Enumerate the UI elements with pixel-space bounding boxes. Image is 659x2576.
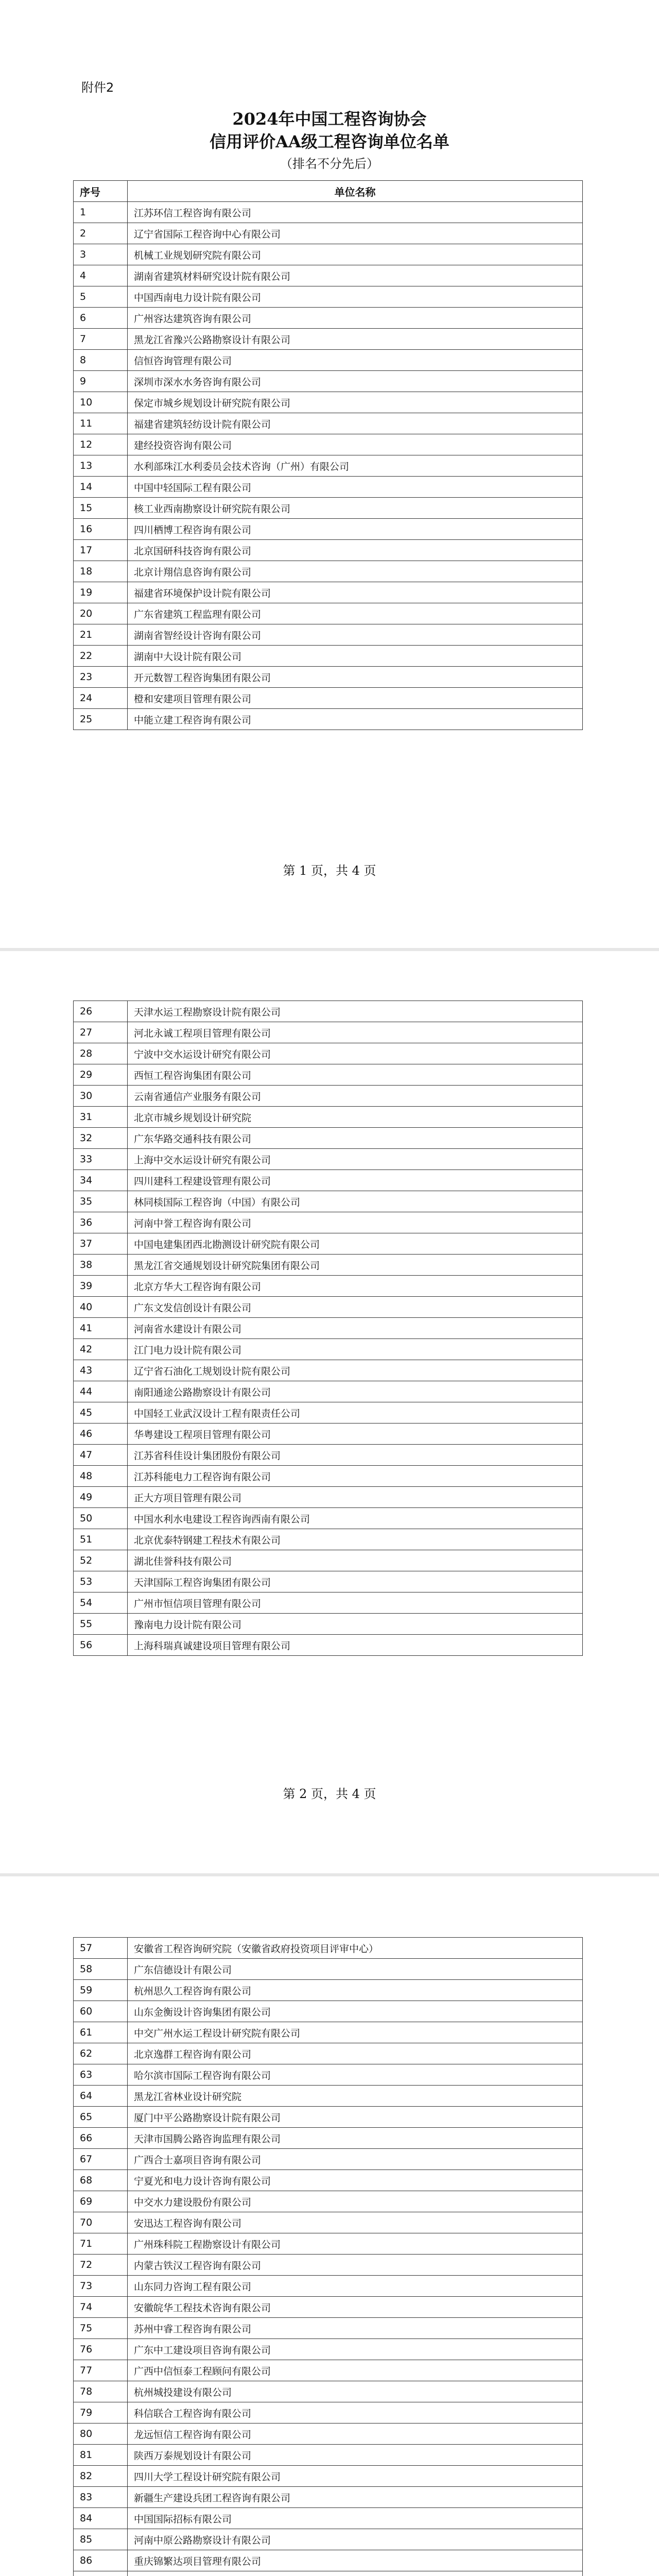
row-unit-name: 湖南省智经设计咨询有限公司 bbox=[128, 624, 583, 646]
row-seq: 23 bbox=[74, 667, 128, 688]
table-row bbox=[74, 2212, 583, 2233]
table-row bbox=[74, 2043, 583, 2064]
row-unit-name: 河北永诚工程项目管理有限公司 bbox=[128, 1022, 583, 1043]
row-unit-name: 广西中信恒泰工程顾问有限公司 bbox=[128, 2360, 583, 2381]
row-seq: 30 bbox=[74, 1086, 128, 1107]
row-unit-name: 四川大学工程设计研究院有限公司 bbox=[128, 2466, 583, 2487]
row-seq: 5 bbox=[74, 286, 128, 308]
table-row bbox=[74, 1381, 583, 1402]
table-row bbox=[74, 688, 583, 709]
table-row bbox=[74, 646, 583, 667]
row-seq: 77 bbox=[74, 2360, 128, 2381]
row-unit-name: 广州市恒信项目管理有限公司 bbox=[128, 1592, 583, 1614]
row-seq: 32 bbox=[74, 1128, 128, 1149]
row-seq: 12 bbox=[74, 434, 128, 455]
row-unit-name: 林同棪国际工程咨询（中国）有限公司 bbox=[128, 1191, 583, 1212]
row-seq: 31 bbox=[74, 1107, 128, 1128]
table-row bbox=[74, 329, 583, 350]
row-seq: 71 bbox=[74, 2233, 128, 2255]
row-unit-name: 上海中交水运设计研究有限公司 bbox=[128, 1149, 583, 1170]
row-seq: 56 bbox=[74, 1635, 128, 1656]
row-seq: 9 bbox=[74, 371, 128, 392]
row-unit-name: 山东金衡设计咨询集团有限公司 bbox=[128, 2001, 583, 2022]
table-row bbox=[74, 1938, 583, 1959]
row-seq: 16 bbox=[74, 519, 128, 540]
table-row bbox=[74, 2529, 583, 2550]
row-seq: 78 bbox=[74, 2381, 128, 2402]
row-seq: 79 bbox=[74, 2402, 128, 2424]
row-unit-name: 科信联合工程咨询有限公司 bbox=[128, 2402, 583, 2424]
table-row bbox=[74, 667, 583, 688]
table-row bbox=[74, 603, 583, 624]
row-unit-name: 广州容达建筑咨询有限公司 bbox=[128, 308, 583, 329]
row-unit-name: 苏州中睿工程咨询有限公司 bbox=[128, 2318, 583, 2339]
table-row bbox=[74, 2276, 583, 2297]
row-seq: 73 bbox=[74, 2276, 128, 2297]
row-unit-name: 核工业西南勘察设计研究院有限公司 bbox=[128, 498, 583, 519]
table-row bbox=[74, 392, 583, 413]
row-unit-name: 安徽皖华工程技术咨询有限公司 bbox=[128, 2297, 583, 2318]
table-row bbox=[74, 709, 583, 730]
row-seq: 7 bbox=[74, 329, 128, 350]
table-row bbox=[74, 2466, 583, 2487]
row-unit-name: 河南省水建设计有限公司 bbox=[128, 1318, 583, 1339]
table-row bbox=[74, 2508, 583, 2529]
row-unit-name: 南阳通途公路勘察设计有限公司 bbox=[128, 1381, 583, 1402]
table-row bbox=[74, 540, 583, 561]
row-unit-name: 杭州思久工程咨询有限公司 bbox=[128, 1980, 583, 2001]
row-seq: 63 bbox=[74, 2064, 128, 2086]
row-unit-name: 江苏环信工程咨询有限公司 bbox=[128, 202, 583, 223]
document-title-line1: 2024年中国工程咨询协会 bbox=[232, 109, 427, 129]
row-unit-name: 安徽省工程咨询研究院（安徽省政府投资项目评审中心） bbox=[128, 1938, 583, 1959]
table-row bbox=[74, 1959, 583, 1980]
row-seq: 75 bbox=[74, 2318, 128, 2339]
row-seq: 67 bbox=[74, 2149, 128, 2170]
row-unit-name: 河南中原公路勘察设计有限公司 bbox=[128, 2529, 583, 2550]
row-seq: 69 bbox=[74, 2191, 128, 2212]
table-row bbox=[74, 413, 583, 434]
row-unit-name: 山东同力咨询工程有限公司 bbox=[128, 2276, 583, 2297]
row-unit-name: 河南中誉工程咨询有限公司 bbox=[128, 1212, 583, 1233]
row-seq: 39 bbox=[74, 1276, 128, 1297]
table-row bbox=[74, 1255, 583, 1276]
row-seq: 59 bbox=[74, 1980, 128, 2001]
table-row bbox=[74, 2424, 583, 2445]
row-seq: 33 bbox=[74, 1149, 128, 1170]
row-seq: 50 bbox=[74, 1508, 128, 1529]
table-row bbox=[74, 2170, 583, 2191]
row-seq: 10 bbox=[74, 392, 128, 413]
row-seq: 20 bbox=[74, 603, 128, 624]
row-unit-name: 天津市国腾公路咨询监理有限公司 bbox=[128, 2128, 583, 2149]
row-unit-name bbox=[128, 2571, 583, 2576]
row-unit-name: 中国水利水电建设工程咨询西南有限公司 bbox=[128, 1508, 583, 1529]
table-row bbox=[74, 1592, 583, 1614]
table-row bbox=[74, 2339, 583, 2360]
row-unit-name: 中交水力建设股份有限公司 bbox=[128, 2191, 583, 2212]
document-title-line2: 信用评价AA级工程咨询单位名单 bbox=[210, 132, 449, 151]
row-seq: 58 bbox=[74, 1959, 128, 1980]
table-row bbox=[74, 1107, 583, 1128]
row-unit-name: 陕西万泰规划设计有限公司 bbox=[128, 2445, 583, 2466]
row-unit-name: 广西合士嘉项目咨询有限公司 bbox=[128, 2149, 583, 2170]
table-row bbox=[74, 202, 583, 223]
row-unit-name: 江苏科能电力工程咨询有限公司 bbox=[128, 1466, 583, 1487]
table-row bbox=[74, 1635, 583, 1656]
table-row bbox=[74, 1297, 583, 1318]
table-row bbox=[74, 2360, 583, 2381]
table-row bbox=[74, 371, 583, 392]
row-unit-name: 广东文发信创设计有限公司 bbox=[128, 1297, 583, 1318]
row-unit-name: 北京方华大工程咨询有限公司 bbox=[128, 1276, 583, 1297]
table-row bbox=[74, 1487, 583, 1508]
row-seq: 52 bbox=[74, 1550, 128, 1571]
row-seq: 80 bbox=[74, 2424, 128, 2445]
table-row bbox=[74, 1001, 583, 1022]
table-row bbox=[74, 2402, 583, 2424]
header-seq: 序号 bbox=[74, 181, 128, 202]
row-unit-name: 黑龙江省豫兴公路勘察设计有限公司 bbox=[128, 329, 583, 350]
row-unit-name: 湖北佳誉科技有限公司 bbox=[128, 1550, 583, 1571]
page-footer-2: 第 2 页，共 4 页 bbox=[283, 1787, 376, 1801]
row-seq: 28 bbox=[74, 1043, 128, 1064]
table-row bbox=[74, 2191, 583, 2212]
row-seq: 14 bbox=[74, 477, 128, 498]
header-name: 单位名称 bbox=[128, 181, 583, 202]
row-seq: 60 bbox=[74, 2001, 128, 2022]
row-unit-name: 安迅达工程咨询有限公司 bbox=[128, 2212, 583, 2233]
table-row bbox=[74, 498, 583, 519]
table-row bbox=[74, 1233, 583, 1255]
table-row bbox=[74, 1423, 583, 1445]
row-unit-name: 建经投资咨询有限公司 bbox=[128, 434, 583, 455]
table-row bbox=[74, 1614, 583, 1635]
row-unit-name: 北京逸群工程咨询有限公司 bbox=[128, 2043, 583, 2064]
row-unit-name: 西恒工程咨询集团有限公司 bbox=[128, 1064, 583, 1086]
table-row bbox=[74, 477, 583, 498]
row-seq bbox=[74, 2571, 128, 2576]
row-unit-name: 湖南省建筑材料研究设计院有限公司 bbox=[128, 265, 583, 286]
row-seq: 86 bbox=[74, 2550, 128, 2571]
table-row bbox=[74, 2445, 583, 2466]
row-unit-name: 北京国研科技咨询有限公司 bbox=[128, 540, 583, 561]
row-seq: 82 bbox=[74, 2466, 128, 2487]
row-unit-name: 橙和安建项目管理有限公司 bbox=[128, 688, 583, 709]
row-unit-name: 中能立建工程咨询有限公司 bbox=[128, 709, 583, 730]
row-unit-name: 云南省通信产业服务有限公司 bbox=[128, 1086, 583, 1107]
table-row bbox=[74, 1529, 583, 1550]
row-unit-name: 天津国际工程咨询集团有限公司 bbox=[128, 1571, 583, 1592]
row-seq: 49 bbox=[74, 1487, 128, 1508]
page-2 bbox=[0, 951, 659, 1873]
row-unit-name: 福建省环境保护设计院有限公司 bbox=[128, 582, 583, 603]
page-1 bbox=[0, 0, 659, 948]
row-unit-name: 广州珠科院工程勘察设计有限公司 bbox=[128, 2233, 583, 2255]
row-seq: 19 bbox=[74, 582, 128, 603]
row-seq: 44 bbox=[74, 1381, 128, 1402]
row-seq: 27 bbox=[74, 1022, 128, 1043]
row-seq: 42 bbox=[74, 1339, 128, 1360]
table-row bbox=[74, 2487, 583, 2508]
row-seq: 83 bbox=[74, 2487, 128, 2508]
row-seq: 6 bbox=[74, 308, 128, 329]
table-row bbox=[74, 561, 583, 582]
row-unit-name: 上海科瑞真诚建设项目管理有限公司 bbox=[128, 1635, 583, 1656]
attachment-label: 附件2 bbox=[81, 80, 114, 95]
row-seq: 18 bbox=[74, 561, 128, 582]
row-seq: 2 bbox=[74, 223, 128, 244]
table-row bbox=[74, 1980, 583, 2001]
row-unit-name: 宁夏光和电力设计咨询有限公司 bbox=[128, 2170, 583, 2191]
table-row bbox=[74, 2255, 583, 2276]
table-row bbox=[74, 1043, 583, 1064]
row-seq: 53 bbox=[74, 1571, 128, 1592]
row-seq: 43 bbox=[74, 1360, 128, 1381]
row-seq: 51 bbox=[74, 1529, 128, 1550]
row-unit-name: 信恒咨询管理有限公司 bbox=[128, 350, 583, 371]
row-unit-name: 宁波中交水运设计研究有限公司 bbox=[128, 1043, 583, 1064]
row-seq: 37 bbox=[74, 1233, 128, 1255]
row-seq: 8 bbox=[74, 350, 128, 371]
row-unit-name: 龙远恒信工程咨询有限公司 bbox=[128, 2424, 583, 2445]
row-unit-name: 水利部珠江水利委员会技术咨询（广州）有限公司 bbox=[128, 455, 583, 477]
row-unit-name: 黑龙江省交通规划设计研究院集团有限公司 bbox=[128, 1255, 583, 1276]
row-unit-name: 哈尔滨市国际工程咨询有限公司 bbox=[128, 2064, 583, 2086]
row-seq: 74 bbox=[74, 2297, 128, 2318]
table-row bbox=[74, 582, 583, 603]
row-unit-name: 机械工业规划研究院有限公司 bbox=[128, 244, 583, 265]
document-title-note: （排名不分先后） bbox=[280, 157, 379, 171]
table-row bbox=[74, 1402, 583, 1423]
row-seq: 3 bbox=[74, 244, 128, 265]
table-row bbox=[74, 2086, 583, 2107]
row-unit-name: 广东华路交通科技有限公司 bbox=[128, 1128, 583, 1149]
table-row bbox=[74, 2064, 583, 2086]
row-unit-name: 中国国际招标有限公司 bbox=[128, 2508, 583, 2529]
row-unit-name: 新疆生产建设兵团工程咨询有限公司 bbox=[128, 2487, 583, 2508]
table-row bbox=[74, 2022, 583, 2043]
row-seq: 22 bbox=[74, 646, 128, 667]
row-seq: 57 bbox=[74, 1938, 128, 1959]
table-row bbox=[74, 1318, 583, 1339]
table-row bbox=[74, 1550, 583, 1571]
units-table-page-3 bbox=[73, 1937, 583, 2576]
row-unit-name: 深圳市深水水务咨询有限公司 bbox=[128, 371, 583, 392]
table-row bbox=[74, 1022, 583, 1043]
row-seq: 34 bbox=[74, 1170, 128, 1191]
table-row bbox=[74, 1086, 583, 1107]
row-unit-name: 杭州城投建设有限公司 bbox=[128, 2381, 583, 2402]
table-row bbox=[74, 1191, 583, 1212]
row-seq: 54 bbox=[74, 1592, 128, 1614]
table-row bbox=[74, 1149, 583, 1170]
row-seq: 47 bbox=[74, 1445, 128, 1466]
table-row bbox=[74, 1360, 583, 1381]
table-row bbox=[74, 1445, 583, 1466]
row-seq: 36 bbox=[74, 1212, 128, 1233]
row-seq: 61 bbox=[74, 2022, 128, 2043]
row-seq: 1 bbox=[74, 202, 128, 223]
units-table-page-2 bbox=[73, 1001, 583, 1656]
row-seq: 68 bbox=[74, 2170, 128, 2191]
row-unit-name: 辽宁省国际工程咨询中心有限公司 bbox=[128, 223, 583, 244]
row-unit-name: 中国中轻国际工程有限公司 bbox=[128, 477, 583, 498]
row-seq: 48 bbox=[74, 1466, 128, 1487]
table-row bbox=[74, 244, 583, 265]
row-seq: 21 bbox=[74, 624, 128, 646]
row-unit-name: 黑龙江省林业设计研究院 bbox=[128, 2086, 583, 2107]
table-row bbox=[74, 2550, 583, 2571]
table-row bbox=[74, 1276, 583, 1297]
row-seq: 26 bbox=[74, 1001, 128, 1022]
row-seq: 29 bbox=[74, 1064, 128, 1086]
row-seq: 17 bbox=[74, 540, 128, 561]
row-unit-name: 正大方项目管理有限公司 bbox=[128, 1487, 583, 1508]
row-seq: 81 bbox=[74, 2445, 128, 2466]
units-table-page-1 bbox=[73, 180, 583, 730]
row-unit-name: 内蒙古铁汉工程咨询有限公司 bbox=[128, 2255, 583, 2276]
row-seq: 55 bbox=[74, 1614, 128, 1635]
row-seq: 45 bbox=[74, 1402, 128, 1423]
row-seq: 84 bbox=[74, 2508, 128, 2529]
page-3 bbox=[0, 1876, 659, 2576]
table-row bbox=[74, 1466, 583, 1487]
row-unit-name: 福建省建筑轻纺设计院有限公司 bbox=[128, 413, 583, 434]
row-seq: 64 bbox=[74, 2086, 128, 2107]
row-unit-name: 广东中工建设项目咨询有限公司 bbox=[128, 2339, 583, 2360]
table-row bbox=[74, 2149, 583, 2170]
table-row bbox=[74, 1339, 583, 1360]
table-row bbox=[74, 2107, 583, 2128]
row-unit-name: 北京市城乡规划设计研究院 bbox=[128, 1107, 583, 1128]
table-row bbox=[74, 2381, 583, 2402]
row-unit-name: 四川栖博工程咨询有限公司 bbox=[128, 519, 583, 540]
row-seq: 41 bbox=[74, 1318, 128, 1339]
table-row bbox=[74, 2001, 583, 2022]
row-seq: 65 bbox=[74, 2107, 128, 2128]
row-unit-name: 湖南中大设计院有限公司 bbox=[128, 646, 583, 667]
row-seq: 85 bbox=[74, 2529, 128, 2550]
row-seq: 66 bbox=[74, 2128, 128, 2149]
table-row bbox=[74, 1128, 583, 1149]
table-row bbox=[74, 434, 583, 455]
row-seq: 62 bbox=[74, 2043, 128, 2064]
table-row bbox=[74, 1212, 583, 1233]
row-unit-name: 中国轻工业武汉设计工程有限责任公司 bbox=[128, 1402, 583, 1423]
row-seq: 72 bbox=[74, 2255, 128, 2276]
row-unit-name: 重庆锦繁达项目管理有限公司 bbox=[128, 2550, 583, 2571]
table-row bbox=[74, 265, 583, 286]
row-seq: 70 bbox=[74, 2212, 128, 2233]
row-seq: 24 bbox=[74, 688, 128, 709]
table-row bbox=[74, 2318, 583, 2339]
table-row bbox=[74, 223, 583, 244]
row-seq: 4 bbox=[74, 265, 128, 286]
row-unit-name: 江苏省科佳设计集团股份有限公司 bbox=[128, 1445, 583, 1466]
table-row bbox=[74, 2571, 583, 2576]
row-seq: 40 bbox=[74, 1297, 128, 1318]
row-unit-name: 北京优泰特钢建工程技术有限公司 bbox=[128, 1529, 583, 1550]
table-header-row bbox=[74, 181, 583, 202]
row-unit-name: 开元数智工程咨询集团有限公司 bbox=[128, 667, 583, 688]
page-footer-1: 第 1 页，共 4 页 bbox=[283, 863, 376, 878]
row-unit-name: 中国西南电力设计院有限公司 bbox=[128, 286, 583, 308]
row-unit-name: 四川建科工程建设管理有限公司 bbox=[128, 1170, 583, 1191]
table-row bbox=[74, 1571, 583, 1592]
row-unit-name: 华粤建设工程项目管理有限公司 bbox=[128, 1423, 583, 1445]
table-row bbox=[74, 624, 583, 646]
table-row bbox=[74, 1064, 583, 1086]
row-unit-name: 江门电力设计院有限公司 bbox=[128, 1339, 583, 1360]
row-unit-name: 中交广州水运工程设计研究院有限公司 bbox=[128, 2022, 583, 2043]
row-unit-name: 中国电建集团西北勘测设计研究院有限公司 bbox=[128, 1233, 583, 1255]
row-unit-name: 广东信德设计有限公司 bbox=[128, 1959, 583, 1980]
table-row bbox=[74, 2297, 583, 2318]
row-unit-name: 厦门中平公路勘察设计院有限公司 bbox=[128, 2107, 583, 2128]
row-seq: 46 bbox=[74, 1423, 128, 1445]
row-unit-name: 广东省建筑工程监理有限公司 bbox=[128, 603, 583, 624]
row-seq: 11 bbox=[74, 413, 128, 434]
table-row bbox=[74, 1170, 583, 1191]
row-unit-name: 保定市城乡规划设计研究院有限公司 bbox=[128, 392, 583, 413]
row-unit-name: 天津水运工程勘察设计院有限公司 bbox=[128, 1001, 583, 1022]
row-seq: 38 bbox=[74, 1255, 128, 1276]
table-row bbox=[74, 286, 583, 308]
row-unit-name: 豫南电力设计院有限公司 bbox=[128, 1614, 583, 1635]
row-seq: 15 bbox=[74, 498, 128, 519]
table-row bbox=[74, 2128, 583, 2149]
row-unit-name: 辽宁省石油化工规划设计院有限公司 bbox=[128, 1360, 583, 1381]
table-row bbox=[74, 350, 583, 371]
table-row bbox=[74, 308, 583, 329]
row-seq: 76 bbox=[74, 2339, 128, 2360]
table-row bbox=[74, 2233, 583, 2255]
table-row bbox=[74, 519, 583, 540]
row-seq: 13 bbox=[74, 455, 128, 477]
row-seq: 35 bbox=[74, 1191, 128, 1212]
table-row bbox=[74, 1508, 583, 1529]
table-row bbox=[74, 455, 583, 477]
row-unit-name: 北京计翔信息咨询有限公司 bbox=[128, 561, 583, 582]
row-seq: 25 bbox=[74, 709, 128, 730]
